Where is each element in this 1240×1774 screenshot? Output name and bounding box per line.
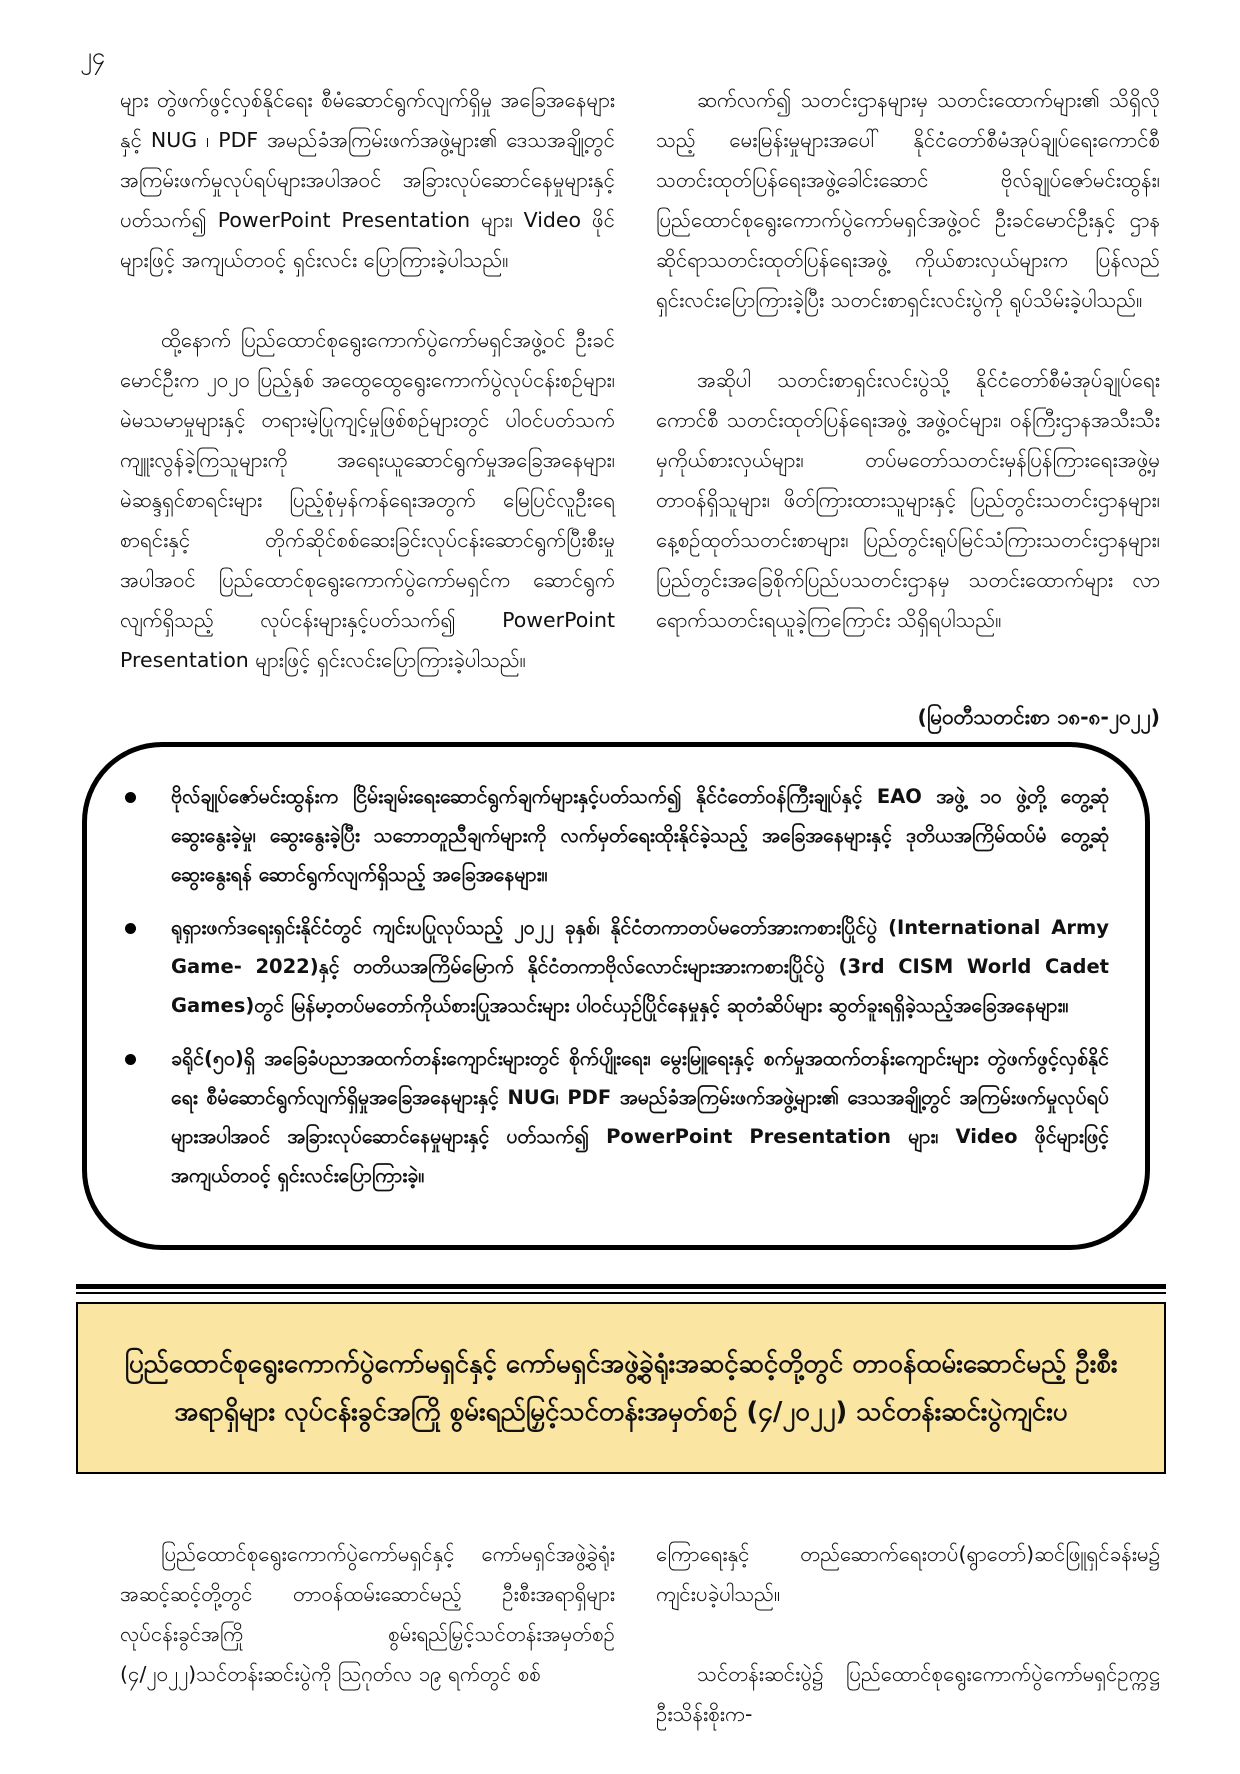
paragraph: အဆိုပါ သတင်းစာရှင်းလင်းပွဲသို့ နိုင်ငံတော်စီမံအုပ်ချုပ်ရေးကောင်စီ သတင်းထုတ်ပြန်ရေးအဖွဲ့ အဖွဲ့ဝင်များ၊ ဝန်ကြီးဌာနအသီးသီးမှကိုယ်စားလှယ်များ၊ တပ်မတော်သတင်းမှန်ပြန်ကြားရေးအဖွဲ့မှ တာဝန်ရှိသူများ၊ ဖိတ်ကြားထားသူများနှင့် ပြည်တွင်းသတင်းဌာနများ၊ နေ့စဉ်ထုတ်သတင်းစာများ၊ ပြည်တွင်းရုပ်မြင်သံကြားသတင်းဌာနများ၊ ပြည်တွင်းအခြေစိုက်ပြည်ပသတင်းဌာနမှ သတင်းထောက်များ လာရောက်သတင်းရယူခဲ့ကြကြောင်း သိရှိရပါသည်။ [656,368,1160,632]
bottom-left-column [120,1494,615,1734]
headline-box [76,1302,1166,1474]
page-number: ၂၄ [80,42,106,70]
paragraph: ထို့နောက် ပြည်ထောင်စုရွေးကောက်ပွဲကော်မရှင်အဖွဲ့ဝင် ဦးခင်မောင်ဦးက ၂၀၂၀ ပြည့်နှစ် အထွေထွေရွေးကောက်ပွဲလုပ်ငန်းစဉ်များ၊ မဲမသမာမှုများနှင့် တရားမဲ့ပြုကျင့်မှုဖြစ်စဉ်များတွင် ပါဝင်ပတ်သက်ကျူးလွန်ခဲ့ကြသူများကို အရေးယူဆောင်ရွက်မှုအခြေအနေများ၊ မဲဆန္ဒရှင်စာရင်းများ ပြည့်စုံမှန်ကန်ရေးအတွက် မြေပြင်လူဦးရေစာရင်းနှင့် တိုက်ဆိုင်စစ်ဆေးခြင်းလုပ်ငန်းဆောင်ရွက်ပြီးစီးမှုအပါအဝင် ပြည်ထောင်စုရွေးကောက်ပွဲကော်မရှင်က ဆောင်ရွက်လျက်ရှိသည့် လုပ်ငန်းများနှင့်ပတ်သက်၍ PowerPoint Presentation များဖြင့် ရှင်းလင်းပြောကြားခဲ့ပါသည်။ [120,328,615,672]
paragraph: ဆက်လက်၍ သတင်းဌာနများမှ သတင်းထောက်များ၏ သိရှိလိုသည့် မေးမြန်းမှုများအပေါ် နိုင်ငံတော်စီမံအုပ်ချုပ်ရေးကောင်စီ သတင်းထုတ်ပြန်ရေးအဖွဲ့ခေါင်းဆောင် ဗိုလ်ချုပ်ဇော်မင်းထွန်း၊ ပြည်ထောင်စုရွေးကောက်ပွဲကော်မရှင်အဖွဲ့ဝင် ဦးခင်မောင်ဦးနှင့် ဌာနဆိုင်ရာသတင်းထုတ်ပြန်ရေးအဖွဲ့ ကိုယ်စားလှယ်များက ပြန်လည်ရှင်းလင်းပြောကြားခဲ့ပြီး သတင်းစာရှင်းလင်းပွဲကို ရုပ်သိမ်းခဲ့ပါသည်။ [656,88,1160,312]
summary-item [107,777,1109,894]
bullet-icon [125,923,136,934]
summary-item-text: ရုရှားဖက်ဒရေးရှင်းနိုင်ငံတွင် ကျင်းပပြုလုပ်သည့် ၂၀၂၂ ခုနှစ်၊ နိုင်ငံတကာတပ်မတော်အားကစားပြိုင်ပွဲ (International Army Game- 2022)နှင့် တတိယအကြိမ်မြောက် နိုင်ငံတကာဗိုလ်လောင်းများအားကစားပြိုင်ပွဲ (3rd CISM World Cadet Games)တွင် မြန်မာ့တပ်မတော်ကိုယ်စားပြုအသင်းများ ပါဝင်ယှဉ်ပြိုင်နေမှုနှင့် ဆုတံဆိပ်များ ဆွတ်ခူးရရှိခဲ့သည့်အခြေအနေများ။ [171,916,1109,1017]
divider-thick [76,1284,1166,1289]
article-headline: ပြည်ထောင်စုရွေးကောက်ပွဲကော်မရှင်နှင့် ကော်မရှင်အဖွဲ့ခွဲရုံးအဆင့်ဆင့်တို့တွင် တာဝန်ထမ်းဆောင်မည့် ဦးစီးအရာရှိများ လုပ်ငန်းခွင်အကြို စွမ်းရည်မြှင့်သင်တန်းအမှတ်စဉ် (၄/၂၀၂၂) သင်တန်းဆင်းပွဲကျင်းပ [124,1349,1118,1427]
divider-thin [76,1292,1166,1294]
summary-item [107,908,1109,1025]
paragraph: ကြောရေးနှင့် တည်ဆောက်ရေးတပ်(ရွာတော်)ဆင်ဖြူရှင်ခန်းမ၌ ကျင်းပခဲ့ပါသည်။ [656,1542,1160,1606]
summary-list [87,747,1145,1195]
paragraph: သင်တန်းဆင်းပွဲ၌ ပြည်ထောင်စုရွေးကောက်ပွဲကော်မရှင်ဥက္ကဋ္ဌ ဦးသိန်းစိုးက- [656,1662,1160,1726]
paragraph: များ တွဲဖက်ဖွင့်လှစ်နိုင်ရေး စီမံဆောင်ရွက်လျက်ရှိမှု အခြေအနေများနှင့် NUG ၊ PDF အမည်ခံအကြမ်းဖက်အဖွဲ့များ၏ ဒေသအချို့တွင် အကြမ်းဖက်မှုလုပ်ရပ်များအပါအဝင် အခြားလုပ်ဆောင်နေမှုများနှင့်ပတ်သက်၍ PowerPoint Presentation များ၊ Video ဖိုင်များဖြင့် အကျယ်တဝင့် ရှင်းလင်း ပြောကြားခဲ့ပါသည်။ [120,88,615,272]
top-right-column [656,40,1160,680]
summary-callout-box [82,742,1150,1250]
summary-item [107,1039,1109,1195]
source-citation: (မြဝတီသတင်းစာ ၁၈-၈-၂၀၂၂) [917,705,1160,729]
bullet-icon [125,1054,136,1065]
summary-item-text: ဗိုလ်ချုပ်ဇော်မင်းထွန်းက ငြိမ်းချမ်းရေးဆောင်ရွက်ချက်များနှင့်ပတ်သက်၍ နိုင်ငံတော်ဝန်ကြီးချုပ်နှင့် EAO အဖွဲ့ ၁၀ ဖွဲ့တို့ တွေ့ဆုံဆွေးနွေးခဲ့မှု၊ ဆွေးနွေးခဲ့ပြီး သဘောတူညီချက်များကို လက်မှတ်ရေးထိုးနိုင်ခဲ့သည့် အခြေအနေများနှင့် ဒုတိယအကြိမ်ထပ်မံ တွေ့ဆုံဆွေးနွေးရန် ဆောင်ရွက်လျက်ရှိသည့် အခြေအနေများ။ [171,785,1109,886]
bottom-right-column [656,1494,1160,1774]
summary-item-text: ခရိုင်(၅၀)ရှိ အခြေခံပညာအထက်တန်းကျောင်းများတွင် စိုက်ပျိုးရေး၊ မွေးမြူရေးနှင့် စက်မှုအထက်တန်းကျောင်းများ တွဲဖက်ဖွင့်လှစ်နိုင်ရေး စီမံဆောင်ရွက်လျက်ရှိမှုအခြေအနေများနှင့် NUG၊ PDF အမည်ခံအကြမ်းဖက်အဖွဲ့များ၏ ဒေသအချို့တွင် အကြမ်းဖက်မှုလုပ်ရပ်များအပါအဝင် အခြားလုပ်ဆောင်နေမှုများနှင့် ပတ်သက်၍ PowerPoint Presentation များ၊ Video ဖိုင်များဖြင့် အကျယ်တဝင့် ရှင်းလင်းပြောကြားခဲ့။ [171,1047,1109,1187]
bullet-icon [125,792,136,803]
paragraph: ပြည်ထောင်စုရွေးကောက်ပွဲကော်မရှင်နှင့် ကော်မရှင်အဖွဲ့ခွဲရုံးအဆင့်ဆင့်တို့တွင် တာဝန်ထမ်းဆောင်မည့် ဦးစီးအရာရှိများ လုပ်ငန်းခွင်အကြို စွမ်းရည်မြှင့်သင်တန်းအမှတ်စဉ် (၄/၂၀၂၂)သင်တန်းဆင်းပွဲကို ဩဂုတ်လ ၁၉ ရက်တွင် စစ် [120,1542,615,1686]
top-left-column [120,40,615,720]
